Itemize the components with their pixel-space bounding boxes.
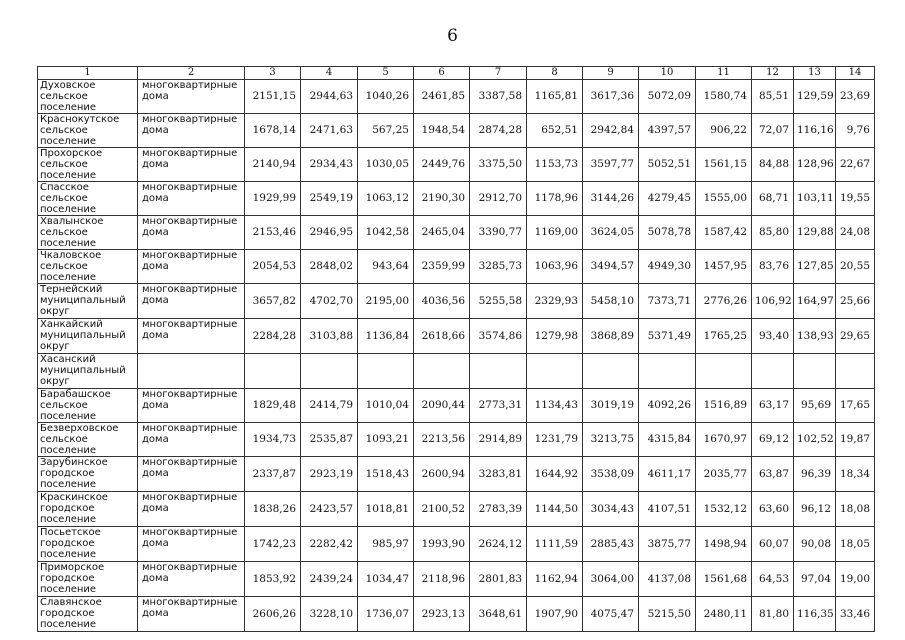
value-cell-col-14: 20,55 (836, 250, 875, 284)
value-cell-col-7: 2912,70 (470, 182, 527, 216)
value-cell-col-9 (583, 354, 639, 389)
value-cell-col-12: 68,71 (752, 182, 794, 216)
value-cell-col-6: 1993,90 (414, 527, 470, 562)
value-cell-col-3: 3657,82 (245, 284, 301, 319)
column-header-10: 10 (639, 67, 696, 80)
value-cell-col-9: 4075,47 (583, 597, 639, 632)
value-cell-col-3: 2337,87 (245, 457, 301, 492)
value-cell-col-14: 9,76 (836, 114, 875, 148)
tariff-table (37, 66, 875, 632)
value-cell-col-10: 3875,77 (639, 527, 696, 562)
territory-name: Спасское сельское поселение (38, 182, 138, 216)
territory-name: Ханкайский муниципальный округ (38, 319, 138, 354)
value-cell-col-4: 3228,10 (301, 597, 358, 632)
value-cell-col-5: 567,25 (358, 114, 414, 148)
value-cell-col-6: 2359,99 (414, 250, 470, 284)
territory-name: Зарубинское городское поселение (38, 457, 138, 492)
value-cell-col-12: 81,80 (752, 597, 794, 632)
value-cell-col-10: 5215,50 (639, 597, 696, 632)
housing-type: многоквартирные дома (138, 562, 245, 597)
territory-name: Тернейский муниципальный округ (38, 284, 138, 319)
value-cell-col-5: 1518,43 (358, 457, 414, 492)
column-header-8: 8 (527, 67, 583, 80)
value-cell-col-9: 3019,19 (583, 389, 639, 423)
value-cell-col-10: 4092,26 (639, 389, 696, 423)
value-cell-col-10: 4611,17 (639, 457, 696, 492)
value-cell-col-8: 652,51 (527, 114, 583, 148)
value-cell-col-6: 2600,94 (414, 457, 470, 492)
housing-type: многоквартирные дома (138, 597, 245, 632)
value-cell-col-4: 2944,63 (301, 80, 358, 114)
value-cell-col-12: 63,87 (752, 457, 794, 492)
column-header-11: 11 (696, 67, 752, 80)
value-cell-col-13: 96,12 (794, 492, 836, 527)
territory-name: Безверховское сельское поселение (38, 423, 138, 457)
value-cell-col-14: 18,34 (836, 457, 875, 492)
column-header-12: 12 (752, 67, 794, 80)
value-cell-col-3: 1742,23 (245, 527, 301, 562)
housing-type: многоквартирные дома (138, 319, 245, 354)
value-cell-col-9: 3494,57 (583, 250, 639, 284)
housing-type: многоквартирные дома (138, 457, 245, 492)
value-cell-col-8: 1144,50 (527, 492, 583, 527)
value-cell-col-3: 1934,73 (245, 423, 301, 457)
table-row (38, 597, 875, 632)
value-cell-col-4: 2471,63 (301, 114, 358, 148)
value-cell-col-11: 1498,94 (696, 527, 752, 562)
value-cell-col-14: 25,66 (836, 284, 875, 319)
header-row (38, 67, 875, 80)
value-cell-col-12: 106,92 (752, 284, 794, 319)
territory-name: Духовское сельское поселение (38, 80, 138, 114)
value-cell-col-9: 2942,84 (583, 114, 639, 148)
value-cell-col-10: 4279,45 (639, 182, 696, 216)
value-cell-col-9: 3538,09 (583, 457, 639, 492)
value-cell-col-7: 2914,89 (470, 423, 527, 457)
value-cell-col-4: 2535,87 (301, 423, 358, 457)
value-cell-col-7: 3387,58 (470, 80, 527, 114)
value-cell-col-6: 2618,66 (414, 319, 470, 354)
value-cell-col-13: 127,85 (794, 250, 836, 284)
value-cell-col-3: 1853,92 (245, 562, 301, 597)
value-cell-col-11: 1561,15 (696, 148, 752, 182)
value-cell-col-5: 1030,05 (358, 148, 414, 182)
value-cell-col-11: 1532,12 (696, 492, 752, 527)
value-cell-col-12: 60,07 (752, 527, 794, 562)
table-row (38, 492, 875, 527)
value-cell-col-5: 985,97 (358, 527, 414, 562)
value-cell-col-14: 29,65 (836, 319, 875, 354)
housing-type: многоквартирные дома (138, 527, 245, 562)
value-cell-col-10: 4137,08 (639, 562, 696, 597)
housing-type: многоквартирные дома (138, 250, 245, 284)
value-cell-col-9: 5458,10 (583, 284, 639, 319)
value-cell-col-3: 2284,28 (245, 319, 301, 354)
value-cell-col-10: 7373,71 (639, 284, 696, 319)
value-cell-col-3: 1929,99 (245, 182, 301, 216)
value-cell-col-7: 3574,86 (470, 319, 527, 354)
housing-type: многоквартирные дома (138, 423, 245, 457)
value-cell-col-6: 2465,04 (414, 216, 470, 250)
value-cell-col-13: 129,59 (794, 80, 836, 114)
value-cell-col-10 (639, 354, 696, 389)
value-cell-col-7: 3283,81 (470, 457, 527, 492)
housing-type: многоквартирные дома (138, 216, 245, 250)
value-cell-col-4: 2549,19 (301, 182, 358, 216)
value-cell-col-8: 1169,00 (527, 216, 583, 250)
value-cell-col-6 (414, 354, 470, 389)
value-cell-col-7: 3285,73 (470, 250, 527, 284)
table-row (38, 457, 875, 492)
housing-type: многоквартирные дома (138, 492, 245, 527)
value-cell-col-8: 1279,98 (527, 319, 583, 354)
column-header-5: 5 (358, 67, 414, 80)
territory-name: Краснокутское сельское поселение (38, 114, 138, 148)
value-cell-col-12: 83,76 (752, 250, 794, 284)
column-header-9: 9 (583, 67, 639, 80)
value-cell-col-13: 116,35 (794, 597, 836, 632)
value-cell-col-5: 1063,12 (358, 182, 414, 216)
territory-name: Прохорское сельское поселение (38, 148, 138, 182)
value-cell-col-14: 19,00 (836, 562, 875, 597)
value-cell-col-9: 3868,89 (583, 319, 639, 354)
value-cell-col-4: 2848,02 (301, 250, 358, 284)
value-cell-col-9: 3034,43 (583, 492, 639, 527)
value-cell-col-9: 3064,00 (583, 562, 639, 597)
territory-name: Посьетское городское поселение (38, 527, 138, 562)
value-cell-col-7 (470, 354, 527, 389)
value-cell-col-8: 1153,73 (527, 148, 583, 182)
value-cell-col-14: 18,08 (836, 492, 875, 527)
column-header-6: 6 (414, 67, 470, 80)
value-cell-col-9: 2885,43 (583, 527, 639, 562)
territory-name: Чкаловское сельское поселение (38, 250, 138, 284)
value-cell-col-6: 2190,30 (414, 182, 470, 216)
value-cell-col-11: 1670,97 (696, 423, 752, 457)
value-cell-col-12: 93,40 (752, 319, 794, 354)
value-cell-col-8: 1134,43 (527, 389, 583, 423)
value-cell-col-14: 23,69 (836, 80, 875, 114)
value-cell-col-3: 1829,48 (245, 389, 301, 423)
value-cell-col-3: 1838,26 (245, 492, 301, 527)
value-cell-col-7: 3390,77 (470, 216, 527, 250)
value-cell-col-4 (301, 354, 358, 389)
table-body (38, 80, 875, 632)
value-cell-col-5: 1018,81 (358, 492, 414, 527)
column-header-3: 3 (245, 67, 301, 80)
value-cell-col-8: 1178,96 (527, 182, 583, 216)
value-cell-col-11: 2776,26 (696, 284, 752, 319)
table-row (38, 354, 875, 389)
value-cell-col-6: 2923,13 (414, 597, 470, 632)
value-cell-col-4: 2282,42 (301, 527, 358, 562)
housing-type: многоквартирные дома (138, 182, 245, 216)
value-cell-col-11: 1765,25 (696, 319, 752, 354)
table-row (38, 527, 875, 562)
value-cell-col-10: 4397,57 (639, 114, 696, 148)
value-cell-col-9: 3213,75 (583, 423, 639, 457)
value-cell-col-11: 1516,89 (696, 389, 752, 423)
value-cell-col-5: 1010,04 (358, 389, 414, 423)
table-row (38, 319, 875, 354)
value-cell-col-7: 2624,12 (470, 527, 527, 562)
value-cell-col-13: 116,16 (794, 114, 836, 148)
value-cell-col-12 (752, 354, 794, 389)
value-cell-col-5: 1034,47 (358, 562, 414, 597)
value-cell-col-6: 1948,54 (414, 114, 470, 148)
value-cell-col-4: 3103,88 (301, 319, 358, 354)
value-cell-col-11: 1580,74 (696, 80, 752, 114)
value-cell-col-11: 2035,77 (696, 457, 752, 492)
value-cell-col-8: 1111,59 (527, 527, 583, 562)
column-header-13: 13 (794, 67, 836, 80)
value-cell-col-11: 1561,68 (696, 562, 752, 597)
table-row (38, 284, 875, 319)
value-cell-col-8: 2329,93 (527, 284, 583, 319)
value-cell-col-7: 2801,83 (470, 562, 527, 597)
value-cell-col-3: 2140,94 (245, 148, 301, 182)
territory-name: Славянское городское поселение (38, 597, 138, 632)
value-cell-col-12: 85,80 (752, 216, 794, 250)
value-cell-col-8: 1162,94 (527, 562, 583, 597)
table-row (38, 250, 875, 284)
value-cell-col-13: 97,04 (794, 562, 836, 597)
value-cell-col-3 (245, 354, 301, 389)
value-cell-col-11 (696, 354, 752, 389)
value-cell-col-3: 2153,46 (245, 216, 301, 250)
value-cell-col-5: 1093,21 (358, 423, 414, 457)
value-cell-col-13: 129,88 (794, 216, 836, 250)
value-cell-col-13: 95,69 (794, 389, 836, 423)
housing-type: многоквартирные дома (138, 114, 245, 148)
value-cell-col-5: 1736,07 (358, 597, 414, 632)
table-row (38, 182, 875, 216)
value-cell-col-4: 2946,95 (301, 216, 358, 250)
table-row (38, 216, 875, 250)
value-cell-col-3: 1678,14 (245, 114, 301, 148)
territory-name: Хвалынское сельское поселение (38, 216, 138, 250)
value-cell-col-3: 2606,26 (245, 597, 301, 632)
page-number: 6 (447, 26, 458, 46)
value-cell-col-14: 18,05 (836, 527, 875, 562)
housing-type: многоквартирные дома (138, 284, 245, 319)
value-cell-col-10: 4949,30 (639, 250, 696, 284)
value-cell-col-12: 69,12 (752, 423, 794, 457)
value-cell-col-6: 2100,52 (414, 492, 470, 527)
value-cell-col-11: 1555,00 (696, 182, 752, 216)
territory-name: Барабашское сельское поселение (38, 389, 138, 423)
table-row (38, 423, 875, 457)
value-cell-col-14: 19,55 (836, 182, 875, 216)
value-cell-col-5: 2195,00 (358, 284, 414, 319)
value-cell-col-6: 2213,56 (414, 423, 470, 457)
value-cell-col-13 (794, 354, 836, 389)
value-cell-col-10: 4107,51 (639, 492, 696, 527)
value-cell-col-8: 1063,96 (527, 250, 583, 284)
value-cell-col-12: 64,53 (752, 562, 794, 597)
value-cell-col-4: 2934,43 (301, 148, 358, 182)
column-header-14: 14 (836, 67, 875, 80)
value-cell-col-12: 84,88 (752, 148, 794, 182)
value-cell-col-4: 2923,19 (301, 457, 358, 492)
value-cell-col-5: 1040,26 (358, 80, 414, 114)
value-cell-col-5: 1136,84 (358, 319, 414, 354)
value-cell-col-13: 90,08 (794, 527, 836, 562)
value-cell-col-5: 943,64 (358, 250, 414, 284)
value-cell-col-3: 2054,53 (245, 250, 301, 284)
value-cell-col-8: 1644,92 (527, 457, 583, 492)
value-cell-col-10: 5052,51 (639, 148, 696, 182)
value-cell-col-10: 5371,49 (639, 319, 696, 354)
value-cell-col-6: 2090,44 (414, 389, 470, 423)
value-cell-col-7: 2783,39 (470, 492, 527, 527)
column-header-4: 4 (301, 67, 358, 80)
value-cell-col-10: 5072,09 (639, 80, 696, 114)
value-cell-col-14: 24,08 (836, 216, 875, 250)
value-cell-col-9: 3144,26 (583, 182, 639, 216)
value-cell-col-4: 4702,70 (301, 284, 358, 319)
value-cell-col-8: 1165,81 (527, 80, 583, 114)
value-cell-col-7: 2773,31 (470, 389, 527, 423)
value-cell-col-3: 2151,15 (245, 80, 301, 114)
value-cell-col-4: 2439,24 (301, 562, 358, 597)
column-header-1: 1 (38, 67, 138, 80)
value-cell-col-7: 2874,28 (470, 114, 527, 148)
value-cell-col-13: 138,93 (794, 319, 836, 354)
value-cell-col-12: 63,60 (752, 492, 794, 527)
table-row (38, 562, 875, 597)
value-cell-col-6: 2449,76 (414, 148, 470, 182)
value-cell-col-7: 3375,50 (470, 148, 527, 182)
value-cell-col-4: 2423,57 (301, 492, 358, 527)
value-cell-col-13: 102,52 (794, 423, 836, 457)
value-cell-col-5 (358, 354, 414, 389)
value-cell-col-5: 1042,58 (358, 216, 414, 250)
value-cell-col-8: 1231,79 (527, 423, 583, 457)
column-header-7: 7 (470, 67, 527, 80)
housing-type: многоквартирные дома (138, 80, 245, 114)
value-cell-col-14: 17,65 (836, 389, 875, 423)
value-cell-col-11: 906,22 (696, 114, 752, 148)
value-cell-col-14: 22,67 (836, 148, 875, 182)
housing-type: многоквартирные дома (138, 389, 245, 423)
value-cell-col-13: 103,11 (794, 182, 836, 216)
value-cell-col-6: 2118,96 (414, 562, 470, 597)
value-cell-col-6: 4036,56 (414, 284, 470, 319)
table-row (38, 389, 875, 423)
value-cell-col-8: 1907,90 (527, 597, 583, 632)
table-row (38, 148, 875, 182)
value-cell-col-9: 3624,05 (583, 216, 639, 250)
value-cell-col-7: 3648,61 (470, 597, 527, 632)
value-cell-col-11: 1457,95 (696, 250, 752, 284)
table-row (38, 114, 875, 148)
territory-name: Краскинское городское поселение (38, 492, 138, 527)
column-header-2: 2 (138, 67, 245, 80)
territory-name: Хасанский муниципальный округ (38, 354, 138, 389)
value-cell-col-9: 3597,77 (583, 148, 639, 182)
value-cell-col-10: 5078,78 (639, 216, 696, 250)
value-cell-col-13: 96,39 (794, 457, 836, 492)
territory-name: Приморское городское поселение (38, 562, 138, 597)
value-cell-col-7: 5255,58 (470, 284, 527, 319)
value-cell-col-8 (527, 354, 583, 389)
housing-type (138, 354, 245, 389)
value-cell-col-6: 2461,85 (414, 80, 470, 114)
value-cell-col-11: 2480,11 (696, 597, 752, 632)
value-cell-col-13: 128,96 (794, 148, 836, 182)
value-cell-col-14 (836, 354, 875, 389)
value-cell-col-14: 19,87 (836, 423, 875, 457)
value-cell-col-13: 164,97 (794, 284, 836, 319)
value-cell-col-12: 85,51 (752, 80, 794, 114)
housing-type: многоквартирные дома (138, 148, 245, 182)
value-cell-col-9: 3617,36 (583, 80, 639, 114)
value-cell-col-11: 1587,42 (696, 216, 752, 250)
value-cell-col-4: 2414,79 (301, 389, 358, 423)
value-cell-col-10: 4315,84 (639, 423, 696, 457)
table-row (38, 80, 875, 114)
value-cell-col-14: 33,46 (836, 597, 875, 632)
value-cell-col-12: 72,07 (752, 114, 794, 148)
value-cell-col-12: 63,17 (752, 389, 794, 423)
